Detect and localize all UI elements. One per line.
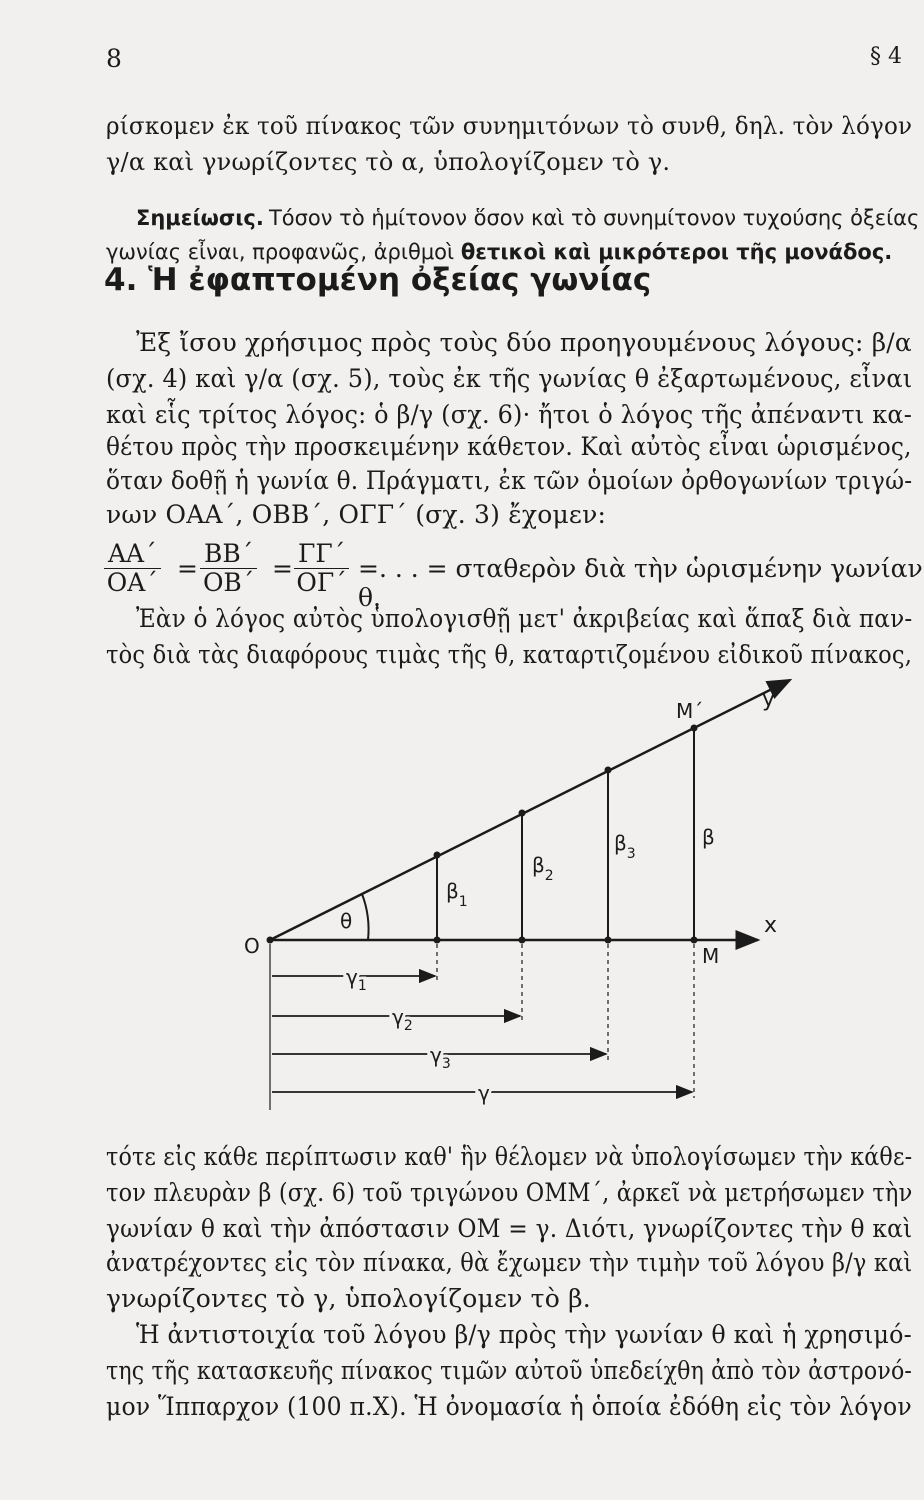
intro-line-1: ρίσκομεν ἐκ τοῦ πίνακος τῶν συνημιτόνων τὸ συνθ, δηλ. τὸν λόγον (106, 112, 913, 140)
label-gamma2: $\gamma_2$ (392, 1005, 413, 1034)
note-bold-text: θετικοὶ καὶ μικρότεροι τῆς μονάδος. (460, 240, 893, 264)
label-y: y (762, 687, 776, 712)
fraction-3-numerator: ΓΓ΄ (294, 540, 349, 569)
para2-line-2: τὸς διὰ τὰς διαφόρους τιμὰς τῆς θ, καταρτιζομένου εἰδικοῦ πίνακος, (106, 640, 913, 669)
point-base-2 (519, 937, 526, 944)
para4-line-2: της τῆς κατασκευῆς πίνακος τιμῶν αὐτοῦ ὑπεδείχθη ἀπὸ τὸν ἀστρονό- (106, 1356, 913, 1385)
para3-line-3: γωνίαν θ καὶ τὴν ἀπόστασιν ΟΜ = γ. Διότι, γνωρίζοντες τὴν θ καὶ (106, 1214, 913, 1243)
fraction-3-denominator: ΟΓ΄ (296, 568, 347, 597)
fraction-1-denominator: ΟΑ΄ (106, 568, 158, 597)
para1-line-3: καὶ εἷς τρίτος λόγος: ὁ β/γ (σχ. 6)· ἤτοι ὁ λόγος τῆς ἀπέναντι κα- (106, 400, 913, 429)
equation-tail: =. . . = σταθερὸν διὰ τὴν ὡρισμένην γωνίαν θ. (358, 554, 923, 612)
point-M (691, 937, 698, 944)
point-top-1 (434, 852, 441, 859)
para1-line-6: νων ΟΑΑ΄, ΟΒΒ΄, ΟΓΓ΄ (σχ. 3) ἔχομεν: (106, 500, 607, 529)
label-beta2: $\beta_2$ (532, 853, 554, 884)
label-beta3: $\beta_3$ (614, 831, 636, 862)
fraction-2-numerator: ΒΒ΄ (200, 540, 257, 569)
point-top-2 (519, 810, 526, 817)
point-base-1 (434, 937, 441, 944)
equals-sign-1: = (177, 554, 198, 583)
label-theta: θ (340, 909, 353, 933)
label-gamma3: $\gamma_3$ (430, 1043, 451, 1072)
para1-line-4: θέτου πρὸς τὴν προσκειμένην κάθετον. Καὶ αὐτὸς εἶναι ὡρισμένος, (106, 432, 912, 461)
y-ray (270, 680, 790, 940)
intro-line-2: γ/α καὶ γνωρίζοντες τὸ α, ὑπολογίζομεν τὸ γ. (106, 148, 671, 176)
fraction-1-numerator: ΑΑ΄ (104, 540, 161, 569)
point-O (267, 937, 274, 944)
label-beta: β (702, 825, 715, 849)
label-x: x (764, 913, 778, 938)
para4-line-3: μον Ἵππαρχον (100 π.Χ). Ἡ ὀνομασία ἡ ὁποία ἐδόθη εἰς τὸν λόγον (106, 1392, 912, 1421)
page-number: 8 (106, 44, 122, 73)
label-origin: O (244, 934, 260, 958)
note-label: Σημείωσις. (136, 206, 264, 230)
para3-line-5: γνωρίζοντες τὸ γ, ὑπολογίζομεν τὸ β. (106, 1284, 591, 1313)
para4-line-1: Ἡ ἀντιστοιχία τοῦ λόγου β/γ πρὸς τὴν γωνίαν θ καὶ ἡ χρησιμό- (136, 1320, 912, 1349)
section-marker: § 4 (870, 44, 902, 69)
para1-line-1: Ἐξ ἴσου χρήσιμος πρὸς τοὺς δύο προηγουμένους λόγους: β/α (136, 328, 912, 357)
para1-line-5: ὅταν δοθῇ ἡ γωνία θ. Πράγματι, ἐκ τῶν ὁμοίων ὀρθογωνίων τριγώ- (106, 466, 913, 495)
point-base-3 (605, 937, 612, 944)
point-top-3 (605, 767, 612, 774)
fraction-2-denominator: ΟΒ΄ (202, 568, 255, 597)
para3-line-1: τότε εἰς κάθε περίπτωσιν καθ' ἣν θέλομεν νὰ ὑπολογίσωμεν τὴν κάθε- (106, 1142, 913, 1171)
angle-arc (362, 894, 369, 940)
label-M: M (702, 944, 720, 968)
label-gamma: γ (478, 1081, 490, 1105)
point-M-prime (691, 725, 698, 732)
para3-line-4: ἀνατρέχοντες εἰς τὸν πίνακα, θὰ ἔχωμεν τὴν τιμὴν τοῦ λόγου β/γ καὶ (106, 1248, 913, 1277)
para2-line-1: Ἐὰν ὁ λόγος αὐτὸς ὑπολογισθῇ μετ' ἀκριβείας καὶ ἅπαξ διὰ παν- (136, 604, 913, 633)
note-text-1: Τόσον τὸ ἡμίτονον ὅσον καὶ τὸ συνημίτονον τυχούσης ὀξείας (268, 206, 920, 230)
para3-line-2: τον πλευρὰν β (σχ. 6) τοῦ τριγώνου ΟΜΜ΄, ἀρκεῖ νὰ μετρήσωμεν τὴν (106, 1178, 913, 1207)
label-gamma1: $\gamma_1$ (346, 965, 367, 994)
label-beta1: $\beta_1$ (446, 879, 468, 910)
section-title: 4. Ἡ ἐφαπτομένη ὀξείας γωνίας (104, 262, 652, 298)
label-M-prime: M΄ (676, 699, 704, 723)
note-text-2: γωνίας εἶναι, προφανῶς, ἀριθμοὶ (106, 240, 461, 264)
equals-sign-2: = (272, 554, 293, 583)
para1-line-2: (σχ. 4) καὶ γ/α (σχ. 5), τοὺς ἐκ τῆς γωνίας θ ἐξαρτωμένους, εἶναι (106, 364, 913, 393)
